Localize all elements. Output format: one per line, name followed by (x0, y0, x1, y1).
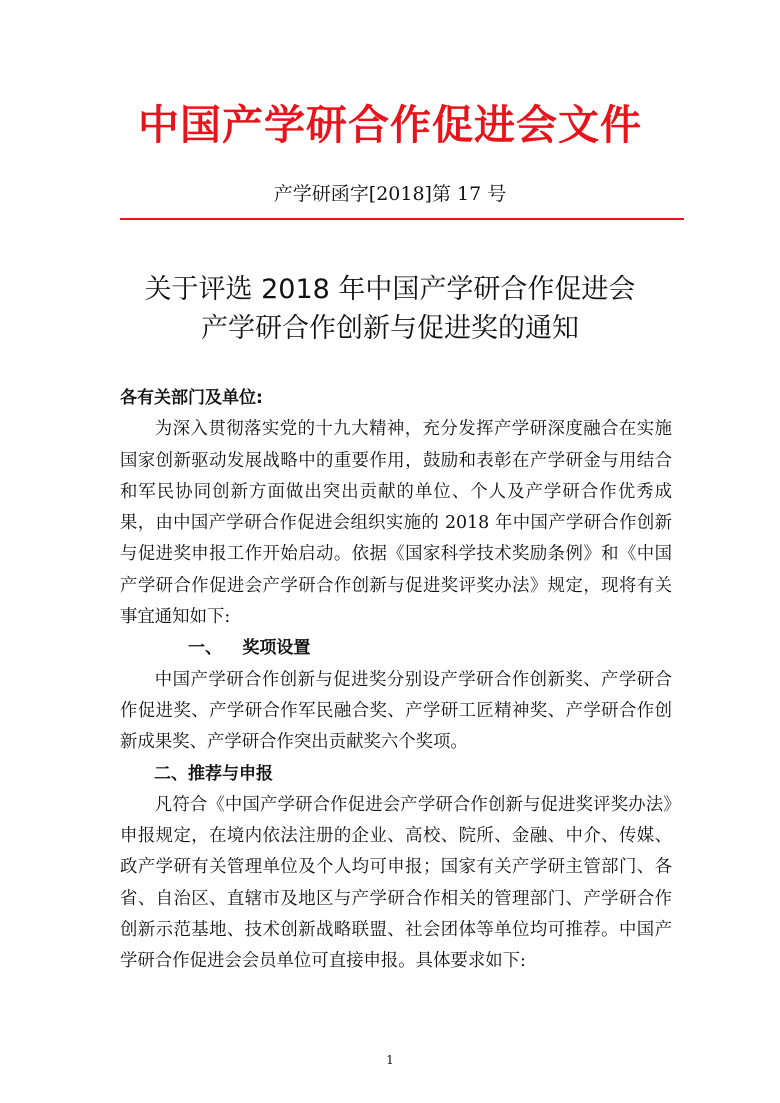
document-number: 产学研函字[2018]第 17 号 (273, 183, 507, 205)
notice-title (0, 270, 780, 348)
notice-title-line-1: 关于评选 2018 年中国产学研合作促进会 (144, 274, 636, 305)
section-1-paragraph: 中国产学研合作创新与促进奖分别设产学研合作创新奖、产学研合作促进奖、产学研合作军民融合奖、产学研工匠精神奖、产学研合作创新成果奖、产学研合作突出贡献奖六个奖项。 (120, 669, 672, 753)
section-1-heading (120, 633, 672, 664)
notice-body (120, 383, 672, 978)
section-2-paragraph: 凡符合《中国产学研合作促进会产学研合作创新与促进奖评奖办法》申报规定，在境内依法注册的企业、高校、院所、金融、中介、传媒、政产学研有关管理单位及个人均可申报；国家有关产学研主管部门、各省、自治区、直辖市及地区与产学研合作相关的管理部门、产学研合作创新示范基地、技术创新战略联盟、社会团体等单位均可推荐。中国产学研合作促进会会员单位可直接申报。具体要求如下: (120, 794, 672, 972)
addressee: 各有关部门及单位: (120, 388, 263, 408)
page-number: 1 (386, 1053, 394, 1067)
org-letterhead-title: 中国产学研合作促进会文件 (138, 101, 642, 149)
section-2-heading: 二、推荐与申报 (154, 763, 273, 784)
notice-title-line-2: 产学研合作创新与促进奖的通知 (201, 313, 579, 344)
intro-paragraph: 为深入贯彻落实党的十九大精神，充分发挥产学研深度融合在实施国家创新驱动发展战略中的重要作用，鼓励和表彰在产学研金与用结合和军民协同创新方面做出突出贡献的单位、个人及产学研合作优秀成果，由中国产学研合作促进会组织实施的 2018 年中国产学研合作创新与促进奖申报工作开始启动。依据《国家科学技术奖励条例》和《中国产学研合作促进会产学研合作创新与促进奖评奖办法》规定，现将有关事宜通知如下: (120, 419, 672, 628)
section-1-number: 一、 (188, 638, 222, 659)
section-1-heading-text: 奖项设置 (242, 638, 311, 659)
red-divider-rule (120, 218, 684, 220)
